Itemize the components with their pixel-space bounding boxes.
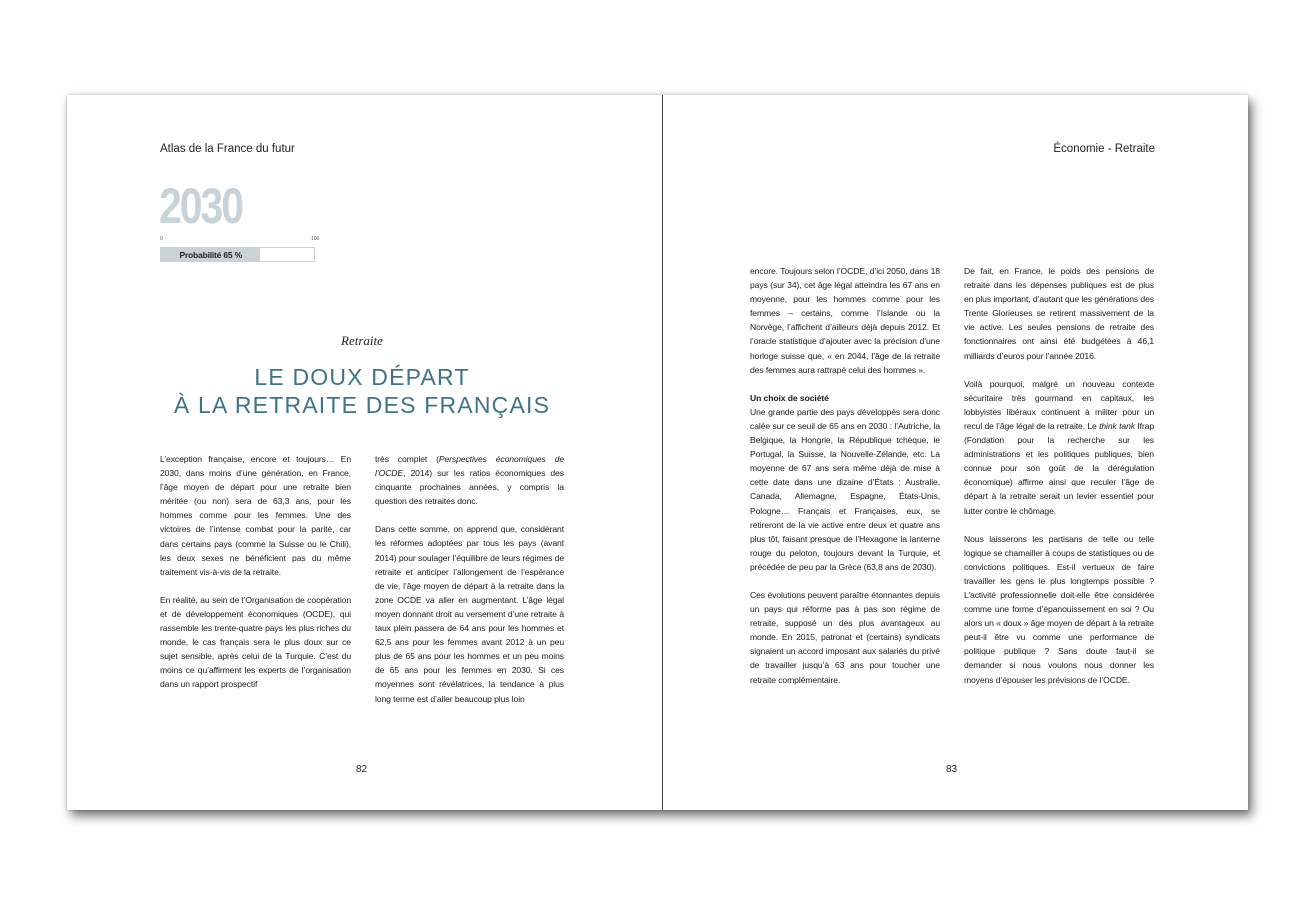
forecast-year: 2030	[159, 178, 243, 234]
left-column-2	[375, 452, 564, 706]
section-kicker: Retraite	[341, 333, 383, 348]
probability-bar	[160, 247, 315, 262]
right-column-1	[750, 264, 940, 687]
probability-scale-min: 0	[160, 236, 163, 242]
paragraph	[375, 452, 564, 508]
paragraph: De fait, en France, le poids des pensions de retraite dans les dépenses publiques est de plus en plus important, d’autant que les générations des Trente Glorieuses se retirent massivement de la vie active. Les seules pensions de retraite des fonctionnaires ont ainsi été budgétées à 46,1 milliards d’euros pour l’année 2016.	[964, 266, 1154, 361]
headline-line-1: LE DOUX DÉPART	[254, 364, 470, 390]
probability-label: Probabilité 65 %	[179, 250, 242, 260]
paragraph: L’exception française, encore et toujours… En 2030, dans moins d’une génération, en France, l’âge moyen de départ pour une retraite bien méritée (ou non) sera de 63,3 ans, pour les hommes comme pour les femmes. Une des victoires de l’intense combat pour la parité, car dans certains pays (comme la Suisse ou le Chili), les deux sexes ne bénéficient pas du même traitement vis-à-vis de la retraite.	[160, 454, 351, 577]
text-run: Ifrap (Fondation pour la recherche sur les administrations et les politiques publiques, bien connue pour son goût de la dérégulation économique) affirme ainsi que reculer l’âge de départ à la retraite serait un levier essentiel pour lutter contre le chômage.	[964, 420, 1155, 516]
paragraph: En réalité, au sein de l’Organisation de coopération et de développement économiques (OCDE), qui rassemble les trente-quatre pays les plus riches du monde, le cas français sera le plus doux sur ce sujet sensible, après celui de la Turquie. C’est du moins ce qu’affirment les experts de l’organisation dans un rapport prospectif	[160, 594, 351, 690]
paragraph: Une grande partie des pays développés sera donc calée sur ce seuil de 65 ans en 2030 : l’Autriche, la Belgique, la Hongrie, la République tchèque, le Portugal, la Suisse, la Nouvelle-Zélande, etc. La moyenne de 67 ans sera même déjà de mise à cette date dans une dizaine d’États : Australie, Canada, Allemagne, Espagne, États-Unis, Pologne… Français et Françaises, eux, se retireront de la vie active entre deux et quatre ans plus tôt, faisant presque de l’Hexagone la lanterne rouge du peloton, toujours devant la Turquie, et précédée de peu par la Grèce (63,8 ans de 2030).	[750, 406, 940, 572]
left-column-1	[160, 452, 351, 692]
article-headline	[150, 363, 574, 419]
publication-title: Perspectives économiques de l’OCDE	[375, 454, 565, 479]
text-run: très complet (	[375, 454, 439, 464]
text-run: , 2014) sur les ratios économiques des cinquante prochaines années, y compris la question des retraites donc.	[375, 468, 564, 507]
running-head-left: Atlas de la France du futur	[160, 143, 295, 155]
page-number-left: 82	[356, 764, 368, 775]
paragraph: Ces évolutions peuvent paraître étonnantes depuis un pays qui réforme pas à pas son régime de retraite, supposé un des plus avantageux au monde. En 2015, patronat et (certains) syndicats signaient un accord imposant aux salariés du privé de travailler jusqu’à 63 ans pour toucher une retraite complémentaire.	[750, 589, 940, 685]
right-column-2	[964, 264, 1154, 687]
paragraph: Nous laisserons les partisans de telle ou telle logique se chamailler à coups de statistiques ou de convictions politiques. Est-il vertueux de faire travailler les gens le plus longtemps possible ? L’activité professionnelle doit-elle être considérée comme une forme d’épanouissement en soi ? Ou alors un « doux » âge moyen de départ à la retraite peut-il être vu comme une performance de politique publique ? Sans doute faut-il se demander si nous voulons nous donner les moyens d’épouser les prévisions de l’OCDE.	[964, 533, 1154, 685]
page-number-right: 83	[946, 764, 958, 775]
headline-line-2: À LA RETRAITE DES FRANÇAIS	[173, 392, 551, 418]
paragraph: Dans cette somme, on apprend que, considérant les réformes adoptées par tous les pays (avant 2014) pour soulager l’équilibre de leurs régimes de retraite et anticiper l’allongement de l’espérance de vie, l’âge moyen de départ à la retraite dans la zone OCDE va aller en augmentant. L’âge légal moyen donnant droit au versement d’une retraite à taux plein passera de 64 ans pour les hommes et 62,5 ans pour les femmes avant 2012 à un peu plus de 65 ans pour les hommes et un peu moins de 65 ans pour les femmes en 2030. Si ces moyennes sont révélatrices, la tendance à plus long terme est d’aller beaucoup plus loin	[375, 524, 564, 704]
paragraph: encore. Toujours selon l’OCDE, d’ici 2050, dans 18 pays (sur 34), cet âge légal atteindra les 67 ans en moyenne, pour les hommes comme pour les femmes – certains, comme l’Islande ou la Norvège, l’affichent d’ailleurs déjà depuis 2012. Et l’oracle statistique d’ajouter avec la précision d’une horloge suisse que, « en 2044, l’âge de la retraite des femmes aura rattrapé celui des hommes ».	[750, 266, 940, 375]
left-page	[67, 95, 662, 810]
text-run: Voilà pourquoi, malgré un nouveau contexte sécuritaire très gourmand en capitaux, les lobbyistes libéraux continuent à militer pour un recul de l’âge légal de la retraite. Le	[964, 378, 1154, 431]
right-page	[663, 95, 1248, 810]
paragraph	[964, 377, 1154, 518]
running-head-right: Économie - Retraite	[1053, 143, 1155, 155]
subheading: Un choix de société	[750, 392, 829, 403]
book-spread	[67, 95, 1248, 810]
probability-scale-max: 100	[311, 236, 320, 242]
emphasis: think tank	[1099, 420, 1135, 431]
